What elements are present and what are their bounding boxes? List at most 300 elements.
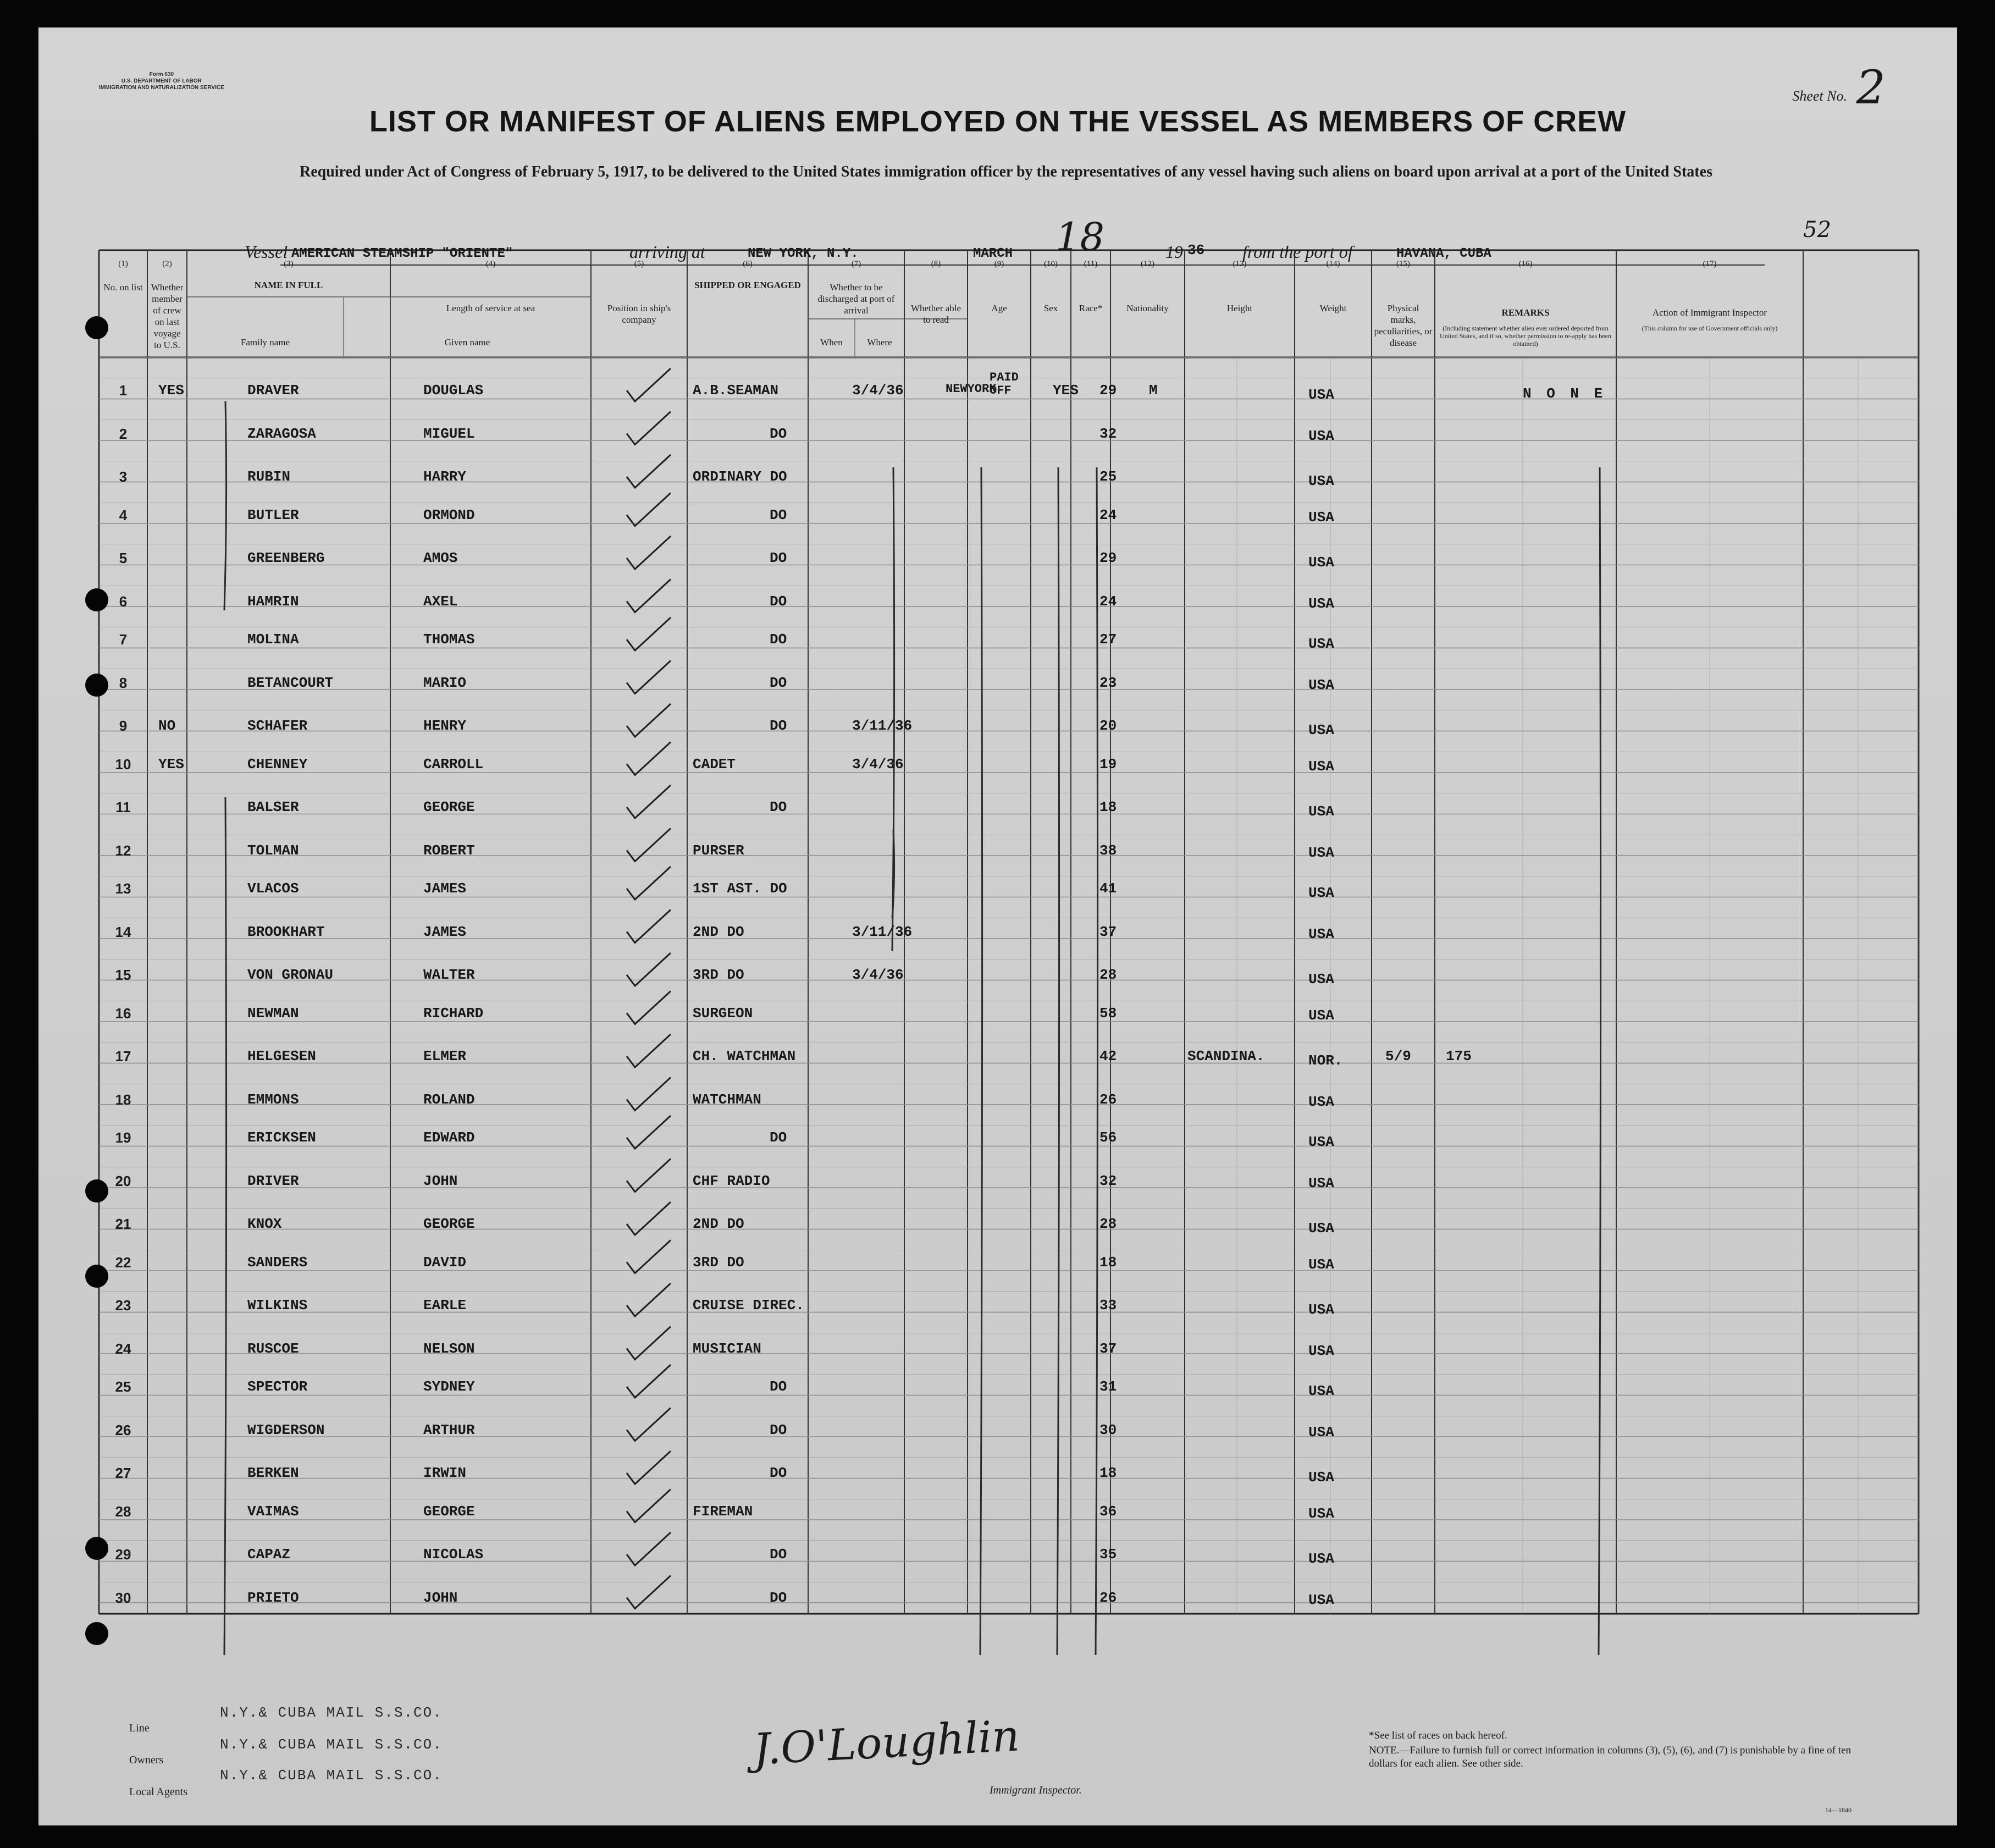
column-number: (13) [1233, 260, 1247, 268]
family-name: SANDERS [247, 1254, 308, 1271]
row-number: 25 [115, 1378, 131, 1395]
check-mark [627, 1532, 671, 1565]
shipped-where: NEWYORK [946, 382, 997, 396]
given-name: RICHARD [423, 1005, 484, 1022]
age: 18 [1099, 799, 1117, 815]
nationality: USA [1308, 1383, 1334, 1399]
check-mark [627, 704, 671, 737]
column-number: (14) [1326, 260, 1340, 268]
column-header: Race* [1079, 303, 1103, 313]
arrival-day: 18 [1055, 214, 1105, 260]
nationality: USA [1308, 676, 1334, 693]
family-name: NEWMAN [247, 1005, 299, 1022]
family-name: VON GRONAU [247, 967, 334, 983]
given-name: AXEL [423, 593, 458, 610]
crew-last-voyage: YES [158, 755, 184, 773]
nationality: USA [1308, 722, 1334, 738]
family-name: BALSER [247, 799, 299, 815]
column-header: Whether able to read [910, 303, 961, 325]
family-name: BROOKHART [247, 923, 325, 940]
family-name: CAPAZ [247, 1546, 291, 1563]
age: 56 [1099, 1129, 1117, 1146]
given-name: IRWIN [423, 1465, 467, 1481]
nationality: USA [1308, 387, 1334, 403]
position: 3RD DO [693, 967, 744, 983]
check-mark [627, 910, 671, 943]
row-number: 15 [115, 967, 131, 983]
row-number: 13 [115, 880, 131, 897]
family-name: ERICKSEN [247, 1129, 316, 1146]
sex: M [1149, 382, 1158, 399]
position: CADET [693, 755, 736, 773]
row-number: 26 [115, 1421, 131, 1438]
family-name: EMMONS [247, 1091, 299, 1108]
crew-last-voyage: YES [158, 382, 184, 399]
age: 29 [1099, 550, 1117, 566]
nationality: USA [1308, 1469, 1334, 1486]
given-name: MARIO [423, 674, 467, 691]
age: 42 [1099, 1048, 1117, 1064]
age: 18 [1099, 1465, 1117, 1481]
ditto-stroke [1599, 467, 1601, 1655]
row-number: 18 [115, 1091, 131, 1108]
nationality: USA [1308, 473, 1334, 489]
given-name: GEORGE [423, 799, 475, 815]
shipped-when: 3/11/36 [852, 718, 913, 734]
given-name: NELSON [423, 1340, 475, 1357]
given-name: ELMER [423, 1048, 467, 1064]
given-name: HARRY [423, 468, 467, 485]
position: DO [770, 1421, 787, 1438]
age: 25 [1099, 468, 1117, 485]
check-mark [627, 867, 671, 900]
nationality: NOR. [1308, 1052, 1343, 1069]
nationality: USA [1308, 1134, 1334, 1150]
column-note: (Including statement whether alien ever ordered deported from United States, and if so, whether permission to re-apply has been obtained) [1440, 324, 1611, 347]
given-name: DOUGLAS [423, 382, 484, 399]
check-mark [627, 1576, 671, 1609]
nationality: USA [1308, 885, 1334, 901]
agents-label: Local Agents [129, 1786, 188, 1798]
nationality: USA [1308, 1591, 1334, 1608]
position: SURGEON [693, 1005, 753, 1022]
ditto-stroke [224, 797, 226, 1655]
age: 33 [1099, 1297, 1117, 1314]
age: 24 [1099, 506, 1117, 523]
position: A.B.SEAMAN [693, 382, 779, 399]
column-header: Age [991, 303, 1007, 313]
nationality: USA [1308, 971, 1334, 988]
line-label: Line [129, 1722, 150, 1734]
page-subtitle: Required under Act of Congress of February 5, 1917, to be delivered to the United States immigration officer by the representatives of any vessel having such aliens on board upon arrival at a port of the United States [300, 163, 1712, 180]
column-number: (12) [1141, 260, 1154, 268]
sheet-no-value: 2 [1856, 60, 1886, 114]
nationality: USA [1308, 844, 1334, 861]
row-number: 5 [119, 550, 128, 566]
column-header: Nationality [1126, 303, 1169, 313]
nationality: USA [1308, 509, 1334, 526]
column-header: SHIPPED OR ENGAGED [694, 280, 801, 290]
inspector-label: Immigrant Inspector. [990, 1784, 1082, 1796]
column-number: (9) [994, 260, 1004, 268]
family-name: DRAVER [247, 382, 299, 399]
given-name: GEORGE [423, 1503, 475, 1520]
check-mark [627, 1327, 671, 1360]
page-title: LIST OR MANIFEST OF ALIENS EMPLOYED ON THE VESSEL AS MEMBERS OF CREW [369, 105, 1627, 138]
position: MUSICIAN [693, 1340, 761, 1357]
given-name: HENRY [423, 718, 467, 734]
given-name: EDWARD [423, 1129, 475, 1146]
shipped-when: 3/4/36 [852, 755, 904, 773]
line-value: N.Y.& CUBA MAIL S.S.CO. [220, 1704, 443, 1721]
arriving-port: NEW YORK, N.Y. [748, 246, 859, 261]
column-number: (8) [931, 260, 941, 268]
nationality: USA [1308, 595, 1334, 612]
column-subheader: Where [867, 337, 892, 347]
weight: 175 [1446, 1048, 1472, 1064]
age: 38 [1099, 842, 1117, 859]
given-name: JAMES [423, 923, 467, 940]
position: DO [770, 718, 787, 734]
position: DO [770, 425, 787, 442]
row-number: 23 [115, 1297, 131, 1314]
from-port: HAVANA, CUBA [1396, 246, 1491, 261]
vessel-label: Vessel [245, 242, 288, 262]
given-name: ORMOND [423, 506, 475, 523]
position: DO [770, 506, 787, 523]
nationality: USA [1308, 1174, 1334, 1191]
age: 28 [1099, 967, 1117, 983]
inspector-signature: J.O'Loughlin [751, 1711, 1021, 1775]
check-mark [627, 1240, 671, 1273]
column-number: (15) [1396, 260, 1410, 268]
age: 18 [1099, 1254, 1117, 1271]
given-name: JOHN [423, 1172, 458, 1189]
given-name: SYDNEY [423, 1378, 475, 1395]
form-number: Form 630 [149, 71, 174, 78]
row-number: 11 [115, 799, 131, 815]
check-mark [627, 785, 671, 818]
check-mark [627, 1034, 671, 1067]
column-header: Sex [1043, 303, 1058, 313]
column-header: Whether to be discharged at port of arrival [817, 282, 895, 316]
position: 3RD DO [693, 1254, 744, 1271]
column-header: NAME IN FULL [254, 280, 323, 290]
position: DO [770, 674, 787, 691]
nationality: USA [1308, 1342, 1334, 1359]
row-number: 16 [115, 1005, 131, 1022]
family-name: CHENNEY [247, 755, 308, 773]
age: 32 [1099, 425, 1117, 442]
row-number: 9 [119, 718, 128, 734]
shipped-when: 3/11/36 [852, 923, 913, 940]
given-name: DAVID [423, 1254, 467, 1271]
column-header: REMARKS [1501, 307, 1550, 318]
check-mark [627, 493, 671, 526]
position: 1ST AST. DO [693, 880, 787, 897]
row-number: 24 [115, 1340, 131, 1357]
column-number: (10) [1044, 260, 1058, 268]
age: 37 [1099, 1340, 1117, 1357]
column-number: (16) [1518, 260, 1533, 268]
family-name: HELGESEN [247, 1048, 316, 1064]
age: 36 [1099, 1503, 1117, 1520]
position: CH. WATCHMAN [693, 1048, 796, 1064]
family-name: GREENBERG [247, 550, 325, 566]
position: DO [770, 1589, 787, 1606]
penalty-note: NOTE.—Failure to furnish full or correct information in columns (3), (5), (6), and (7) is punishable by a fine of ten dollars for each alien. See other side. [1369, 1745, 1851, 1769]
row-number: 27 [115, 1465, 131, 1481]
nationality: USA [1308, 554, 1334, 571]
races-note: *See list of races on back hereof. [1369, 1730, 1507, 1741]
given-name: WALTER [423, 967, 475, 983]
given-name: ROLAND [423, 1091, 475, 1108]
given-name: ARTHUR [423, 1421, 475, 1438]
service-name: IMMIGRATION AND NATURALIZATION SERVICE [99, 85, 224, 91]
arrival-year: 36 [1187, 242, 1205, 258]
row-number: 6 [119, 593, 128, 610]
row-number: 12 [115, 842, 131, 859]
position: DO [770, 593, 787, 610]
row-number: 28 [115, 1503, 131, 1520]
row-number: 17 [115, 1048, 131, 1064]
column-subheader: When [820, 337, 843, 347]
ditto-stroke [1057, 467, 1059, 1655]
family-name: VAIMAS [247, 1503, 299, 1520]
check-mark [627, 829, 671, 862]
height: 5/9 [1385, 1048, 1411, 1064]
check-mark [627, 991, 671, 1024]
family-name: WILKINS [247, 1297, 308, 1314]
position: FIREMAN [693, 1503, 753, 1520]
check-mark [627, 617, 671, 650]
column-header: No. on list [103, 282, 143, 293]
row-number: 10 [115, 755, 131, 773]
punch-hole [85, 1622, 108, 1645]
ruled-grid [38, 27, 1957, 1825]
column-header: Physical marks, peculiarities, or disease [1374, 303, 1433, 348]
given-name: ROBERT [423, 842, 475, 859]
year-prefix: 19 [1165, 242, 1183, 262]
nationality: USA [1308, 803, 1334, 820]
column-header: Action of Immigrant Inspector [1652, 307, 1767, 318]
check-mark [627, 1490, 671, 1522]
nationality: USA [1308, 427, 1334, 444]
column-number: (7) [851, 260, 861, 268]
nationality: USA [1308, 636, 1334, 652]
form-info [99, 71, 224, 91]
physical-marks: N O N E [1523, 385, 1606, 402]
given-name: THOMAS [423, 631, 475, 648]
check-mark [627, 1159, 671, 1192]
age: 26 [1099, 1091, 1117, 1108]
discharged: PAID OFF [990, 371, 1019, 398]
column-subheader: Given name [444, 337, 490, 347]
punch-hole [85, 316, 108, 339]
position: DO [770, 631, 787, 648]
owners-label: Owners [129, 1754, 164, 1766]
position: DO [770, 1129, 787, 1146]
arrival-month: MARCH [973, 246, 1013, 261]
given-name: AMOS [423, 550, 458, 566]
age: 37 [1099, 923, 1117, 940]
family-name: VLACOS [247, 880, 299, 897]
row-number: 21 [115, 1216, 131, 1232]
family-name: HAMRIN [247, 593, 299, 610]
check-mark [627, 368, 671, 401]
column-header: Position in ship's company [607, 303, 671, 325]
family-name: SCHAFER [247, 718, 308, 734]
family-name: BUTLER [247, 506, 299, 523]
position: WATCHMAN [693, 1091, 761, 1108]
given-name: JOHN [423, 1589, 458, 1606]
print-code: 14—1840 [1825, 1806, 1852, 1814]
row-number: 20 [115, 1172, 131, 1189]
ditto-stroke [224, 401, 226, 610]
nationality: USA [1308, 1301, 1334, 1318]
position: CRUISE DIREC. [693, 1297, 804, 1314]
family-name: RUBIN [247, 468, 291, 485]
age: 35 [1099, 1546, 1117, 1563]
agents-value: N.Y.& CUBA MAIL S.S.CO. [220, 1767, 443, 1784]
column-subheader: Family name [240, 337, 290, 347]
check-mark [627, 1283, 671, 1316]
position: ORDINARY DO [693, 468, 787, 485]
row-number: 30 [115, 1589, 131, 1606]
nationality: USA [1308, 1424, 1334, 1441]
age: 29 [1099, 382, 1117, 399]
manifest-sheet [38, 27, 1957, 1825]
given-name: EARLE [423, 1297, 467, 1314]
row-number: 29 [115, 1546, 131, 1563]
margin-note: 52 [1803, 217, 1831, 242]
given-name: JAMES [423, 880, 467, 897]
column-header: Length of service at sea [446, 303, 535, 313]
column-number: (1) [118, 260, 128, 268]
age: 20 [1099, 718, 1117, 734]
column-header: Weight [1319, 303, 1347, 313]
row-number: 1 [119, 382, 128, 399]
family-name: KNOX [247, 1216, 282, 1232]
check-mark [627, 455, 671, 488]
nationality: USA [1308, 1551, 1334, 1567]
age: 32 [1099, 1172, 1117, 1189]
from-port-label: from the port of [1242, 242, 1353, 262]
family-name: SPECTOR [247, 1378, 308, 1395]
row-number: 14 [115, 923, 131, 940]
check-mark [627, 580, 671, 613]
column-header: Whether member of crew on last voyage to U.S. [151, 282, 184, 350]
sheet-no-label: Sheet No. [1792, 88, 1847, 104]
age: 23 [1099, 674, 1117, 691]
family-name: BERKEN [247, 1465, 299, 1481]
age: 28 [1099, 1216, 1117, 1232]
position: DO [770, 1465, 787, 1481]
check-mark [627, 412, 671, 445]
position: DO [770, 799, 787, 815]
column-number: (3) [284, 260, 294, 268]
position: 2ND DO [693, 923, 744, 940]
check-mark [627, 536, 671, 569]
check-mark [627, 1078, 671, 1111]
age: 58 [1099, 1005, 1117, 1022]
age: 41 [1099, 880, 1117, 897]
column-number: (11) [1084, 260, 1098, 268]
family-name: RUSCOE [247, 1340, 299, 1357]
position: PURSER [693, 842, 744, 859]
family-name: TOLMAN [247, 842, 299, 859]
ditto-stroke [1096, 467, 1098, 1655]
family-name: PRIETO [247, 1589, 299, 1606]
family-name: MOLINA [247, 631, 299, 648]
family-name: BETANCOURT [247, 674, 334, 691]
age: 30 [1099, 1421, 1117, 1438]
column-number: (2) [162, 260, 172, 268]
column-number: (4) [485, 260, 496, 268]
row-number: 8 [119, 674, 128, 691]
crew-last-voyage: NO [158, 718, 176, 734]
check-mark [627, 661, 671, 694]
nationality: USA [1308, 925, 1334, 942]
check-mark [627, 1408, 671, 1441]
row-number: 19 [115, 1129, 131, 1146]
check-mark [627, 742, 671, 775]
nationality: USA [1308, 1505, 1334, 1522]
column-header: Height [1226, 303, 1253, 313]
age: 24 [1099, 593, 1117, 610]
nationality: USA [1308, 1220, 1334, 1237]
family-name: DRIVER [247, 1172, 299, 1189]
row-number: 7 [119, 631, 128, 648]
race: SCANDINA. [1187, 1048, 1265, 1064]
row-number: 3 [119, 468, 128, 485]
shipped-when: 3/4/36 [852, 967, 904, 983]
nationality: USA [1308, 1007, 1334, 1024]
check-mark [627, 1451, 671, 1484]
position: 2ND DO [693, 1216, 744, 1232]
position: DO [770, 1378, 787, 1395]
column-number: (5) [634, 260, 644, 268]
able-to-read: YES [1053, 382, 1079, 399]
nationality: USA [1308, 758, 1334, 775]
position: DO [770, 550, 787, 566]
given-name: GEORGE [423, 1216, 475, 1232]
given-name: MIGUEL [423, 425, 475, 442]
vessel-name: AMERICAN STEAMSHIP "ORIENTE" [291, 246, 513, 261]
check-mark [627, 1116, 671, 1149]
shipped-when: 3/4/36 [852, 382, 904, 399]
ditto-stroke [980, 467, 982, 1655]
row-number: 4 [119, 506, 128, 523]
nationality: USA [1308, 1093, 1334, 1110]
department: U.S. DEPARTMENT OF LABOR [121, 78, 202, 84]
age: 19 [1099, 755, 1117, 773]
age: 31 [1099, 1378, 1117, 1395]
position: DO [770, 1546, 787, 1563]
column-note: (This column for use of Government officials only) [1642, 324, 1778, 332]
age: 27 [1099, 631, 1117, 648]
family-name: WIGDERSON [247, 1421, 325, 1438]
column-number: (17) [1703, 260, 1717, 268]
check-mark [627, 1202, 671, 1235]
given-name: CARROLL [423, 755, 484, 773]
owners-value: N.Y.& CUBA MAIL S.S.CO. [220, 1736, 443, 1753]
family-name: ZARAGOSA [247, 425, 316, 442]
column-number: (6) [743, 260, 753, 268]
row-number: 2 [119, 425, 128, 442]
check-mark [627, 953, 671, 986]
given-name: NICOLAS [423, 1546, 484, 1563]
